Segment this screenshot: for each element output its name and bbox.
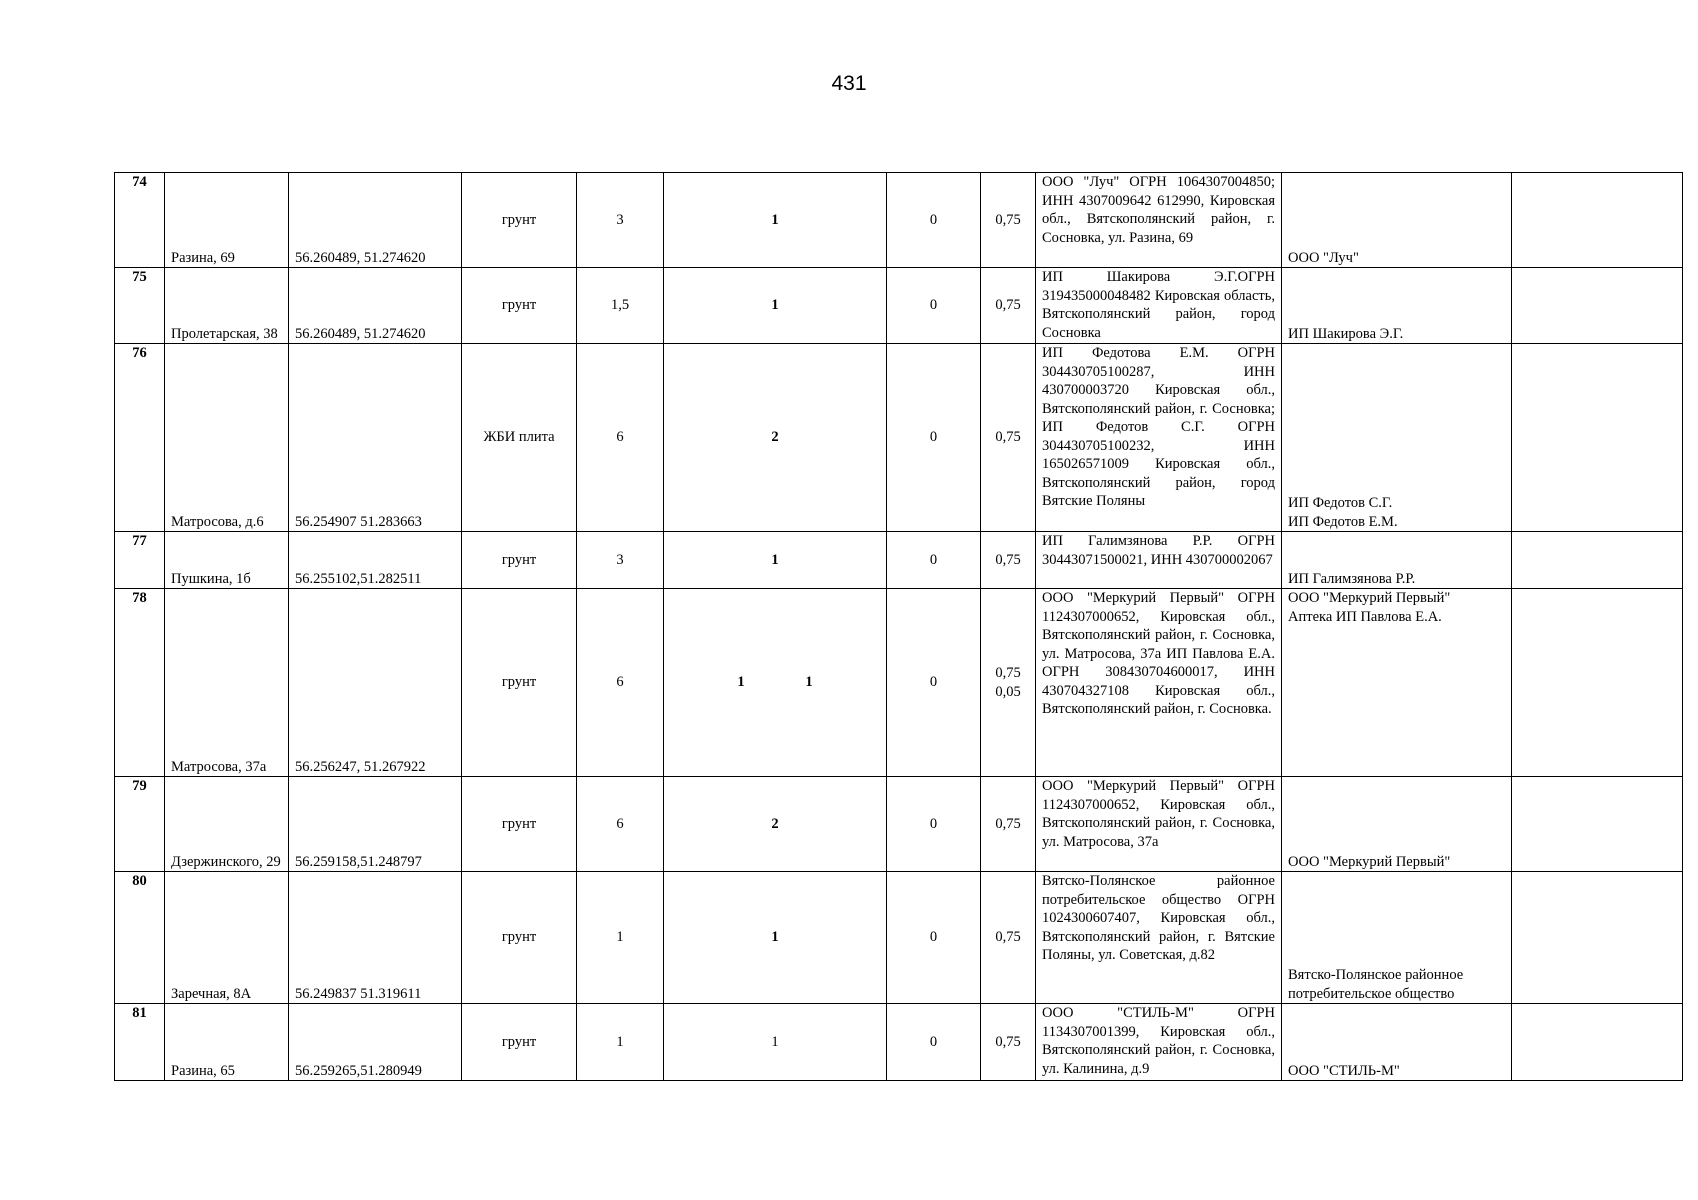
zero-cell: 0 [887, 268, 981, 344]
address-cell: Разина, 65 [165, 1004, 289, 1081]
area-cell: 3 [577, 532, 664, 589]
organization-text: ООО "СТИЛЬ-М" ОГРН 1134307001399, Кировская обл., Вятскополянский район, г. Сосновка, ул. Калинина, д.9 [1042, 1005, 1275, 1077]
row-number: 79 [115, 777, 165, 872]
area-cell: 1 [577, 872, 664, 1004]
area-cell: 6 [577, 777, 664, 872]
zero-cell: 0 [887, 344, 981, 532]
address-cell: Дзержинского, 29 [165, 777, 289, 872]
row-number: 77 [115, 532, 165, 589]
zero-cell: 0 [887, 173, 981, 268]
coordinates-cell: 56.249837 51.319611 [289, 872, 462, 1004]
owner-name: ООО "Меркурий Первый" [1288, 853, 1451, 870]
zero-cell: 0 [887, 1004, 981, 1081]
zero-cell: 0 [887, 532, 981, 589]
address-cell: Матросова, 37а [165, 589, 289, 777]
containers-cell: 1 [664, 268, 887, 344]
owner-name: ИП Федотов С.Г. [1288, 495, 1393, 511]
area-cell: 6 [577, 589, 664, 777]
area-cell: 3 [577, 173, 664, 268]
container-count: 1 [805, 674, 813, 691]
table-row [115, 344, 1683, 532]
owner-name: ИП Федотов Е.М. [1288, 513, 1398, 530]
volume-cell [981, 344, 1036, 532]
volume-cell [981, 268, 1036, 344]
volume-value: 0,75 [995, 551, 1021, 568]
volume-cell [981, 872, 1036, 1004]
owner-name: ИП Шакирова Э.Г. [1288, 325, 1404, 342]
coordinates-cell: 56.259265,51.280949 [289, 1004, 462, 1081]
address-cell: Матросова, д.6 [165, 344, 289, 532]
page-number: 431 [831, 72, 867, 95]
volume-value: 0,75 [995, 665, 1021, 681]
surface-cell: грунт [462, 1004, 577, 1081]
surface-cell: грунт [462, 777, 577, 872]
surface-cell: грунт [462, 532, 577, 589]
container-count: 1 [737, 674, 745, 691]
organization-cell [1036, 532, 1282, 589]
volume-value: 0,05 [995, 683, 1021, 700]
address-cell: Пролетарская, 38 [165, 268, 289, 344]
table-row [115, 268, 1683, 344]
surface-cell: грунт [462, 173, 577, 268]
containers-cell: 1 [664, 173, 887, 268]
area-cell: 1 [577, 1004, 664, 1081]
row-number: 75 [115, 268, 165, 344]
owner-cell [1282, 532, 1512, 589]
organization-text: ИП Галимзянова Р.Р. ОГРН 30443071500021, ИНН 430700002067 [1042, 533, 1275, 568]
row-number: 76 [115, 344, 165, 532]
surface-cell: грунт [462, 589, 577, 777]
address-cell: Пушкина, 1б [165, 532, 289, 589]
owner-name: Вятско-Полянское районное потребительское общество [1288, 967, 1464, 1002]
containers-cell: 2 [664, 777, 887, 872]
organization-cell [1036, 872, 1282, 1004]
volume-cell [981, 777, 1036, 872]
volume-cell [981, 1004, 1036, 1081]
area-cell: 1,5 [577, 268, 664, 344]
organization-cell [1036, 777, 1282, 872]
organization-text: Вятско-Полянское районное потребительское общество ОГРН 1024300607407, Кировская обл., Вятскополянский район, г. Вятские Поляны, ул. Советская, д.82 [1042, 873, 1275, 963]
owner-cell [1282, 589, 1512, 777]
surface-cell: грунт [462, 872, 577, 1004]
owner-cell [1282, 268, 1512, 344]
registry-table [114, 172, 1683, 1081]
containers-cell: 1 [664, 1004, 887, 1081]
empty-cell [1512, 344, 1683, 532]
empty-cell [1512, 777, 1683, 872]
organization-cell [1036, 589, 1282, 777]
containers-cell: 1 [664, 532, 887, 589]
containers-cell [664, 589, 887, 777]
zero-cell: 0 [887, 872, 981, 1004]
owner-cell [1282, 777, 1512, 872]
coordinates-cell: 56.254907 51.283663 [289, 344, 462, 532]
table-row [115, 532, 1683, 589]
containers-cell: 2 [664, 344, 887, 532]
table-row [115, 777, 1683, 872]
row-number: 78 [115, 589, 165, 777]
organization-text: ИП Федотова Е.М. ОГРН 304430705100287, ИНН 430700003720 Кировская обл., Вятскополянский район, г. Сосновка; ИП Федотов С.Г. ОГРН 304430705100232, ИНН 165026571009 Кировская обл., Вятскополянский район, город Вятские Поляны [1042, 345, 1275, 509]
zero-cell: 0 [887, 589, 981, 777]
coordinates-cell: 56.260489, 51.274620 [289, 173, 462, 268]
organization-cell [1036, 344, 1282, 532]
organization-text: ООО "Луч" ОГРН 1064307004850; ИНН 4307009642 612990, Кировская обл., Вятскополянский район, г. Сосновка, ул. Разина, 69 [1042, 174, 1275, 246]
organization-text: ИП Шакирова Э.Г.ОГРН 319435000048482 Кировская область, Вятскополянский район, город Сосновка [1042, 269, 1275, 341]
address-cell: Заречная, 8А [165, 872, 289, 1004]
table-body [115, 173, 1683, 1081]
organization-cell [1036, 173, 1282, 268]
volume-cell [981, 173, 1036, 268]
row-number: 74 [115, 173, 165, 268]
empty-cell [1512, 872, 1683, 1004]
coordinates-cell: 56.255102,51.282511 [289, 532, 462, 589]
empty-cell [1512, 532, 1683, 589]
table-row [115, 872, 1683, 1004]
empty-cell [1512, 589, 1683, 777]
organization-cell [1036, 268, 1282, 344]
table-row [115, 589, 1683, 777]
row-number: 81 [115, 1004, 165, 1081]
table-row [115, 1004, 1683, 1081]
organization-text: ООО "Меркурий Первый" ОГРН 1124307000652, Кировская обл., Вятскополянский район, г. Сосновка, ул. Матросова, 37а [1042, 778, 1275, 850]
volume-value: 0,75 [995, 815, 1021, 832]
volume-value: 0,75 [995, 211, 1021, 228]
coordinates-cell: 56.259158,51.248797 [289, 777, 462, 872]
organization-text: ООО "Меркурий Первый" ОГРН 1124307000652, Кировская обл., Вятскополянский район, г. Сосновка, ул. Матросова, 37а ИП Павлова Е.А. ОГРН 308430704600017, ИНН 430704327108 Кировская обл., Вятскополянский район, г. Сосновка. [1042, 590, 1275, 717]
empty-cell [1512, 173, 1683, 268]
surface-cell: ЖБИ плита [462, 344, 577, 532]
volume-value: 0,75 [995, 929, 1021, 946]
volume-value: 0,75 [995, 297, 1021, 314]
coordinates-cell: 56.256247, 51.267922 [289, 589, 462, 777]
volume-cell [981, 589, 1036, 777]
owner-name: ООО "Луч" [1288, 249, 1359, 266]
empty-cell [1512, 268, 1683, 344]
area-cell: 6 [577, 344, 664, 532]
empty-cell [1512, 1004, 1683, 1081]
owner-name: ООО "СТИЛЬ-М" [1288, 1062, 1400, 1079]
row-number: 80 [115, 872, 165, 1004]
containers-cell: 1 [664, 872, 887, 1004]
owner-cell [1282, 872, 1512, 1004]
table-row [115, 173, 1683, 268]
owner-cell [1282, 173, 1512, 268]
surface-cell: грунт [462, 268, 577, 344]
owner-cell [1282, 344, 1512, 532]
coordinates-cell: 56.260489, 51.274620 [289, 268, 462, 344]
volume-value: 0,75 [995, 1033, 1021, 1050]
owner-cell [1282, 1004, 1512, 1081]
address-cell: Разина, 69 [165, 173, 289, 268]
owner-name: ИП Галимзянова Р.Р. [1288, 570, 1416, 587]
volume-value: 0,75 [995, 429, 1021, 446]
volume-cell [981, 532, 1036, 589]
owner-name: Аптека ИП Павлова Е.А. [1288, 608, 1442, 625]
organization-cell [1036, 1004, 1282, 1081]
zero-cell: 0 [887, 777, 981, 872]
owner-name: ООО "Меркурий Первый" [1288, 590, 1451, 606]
